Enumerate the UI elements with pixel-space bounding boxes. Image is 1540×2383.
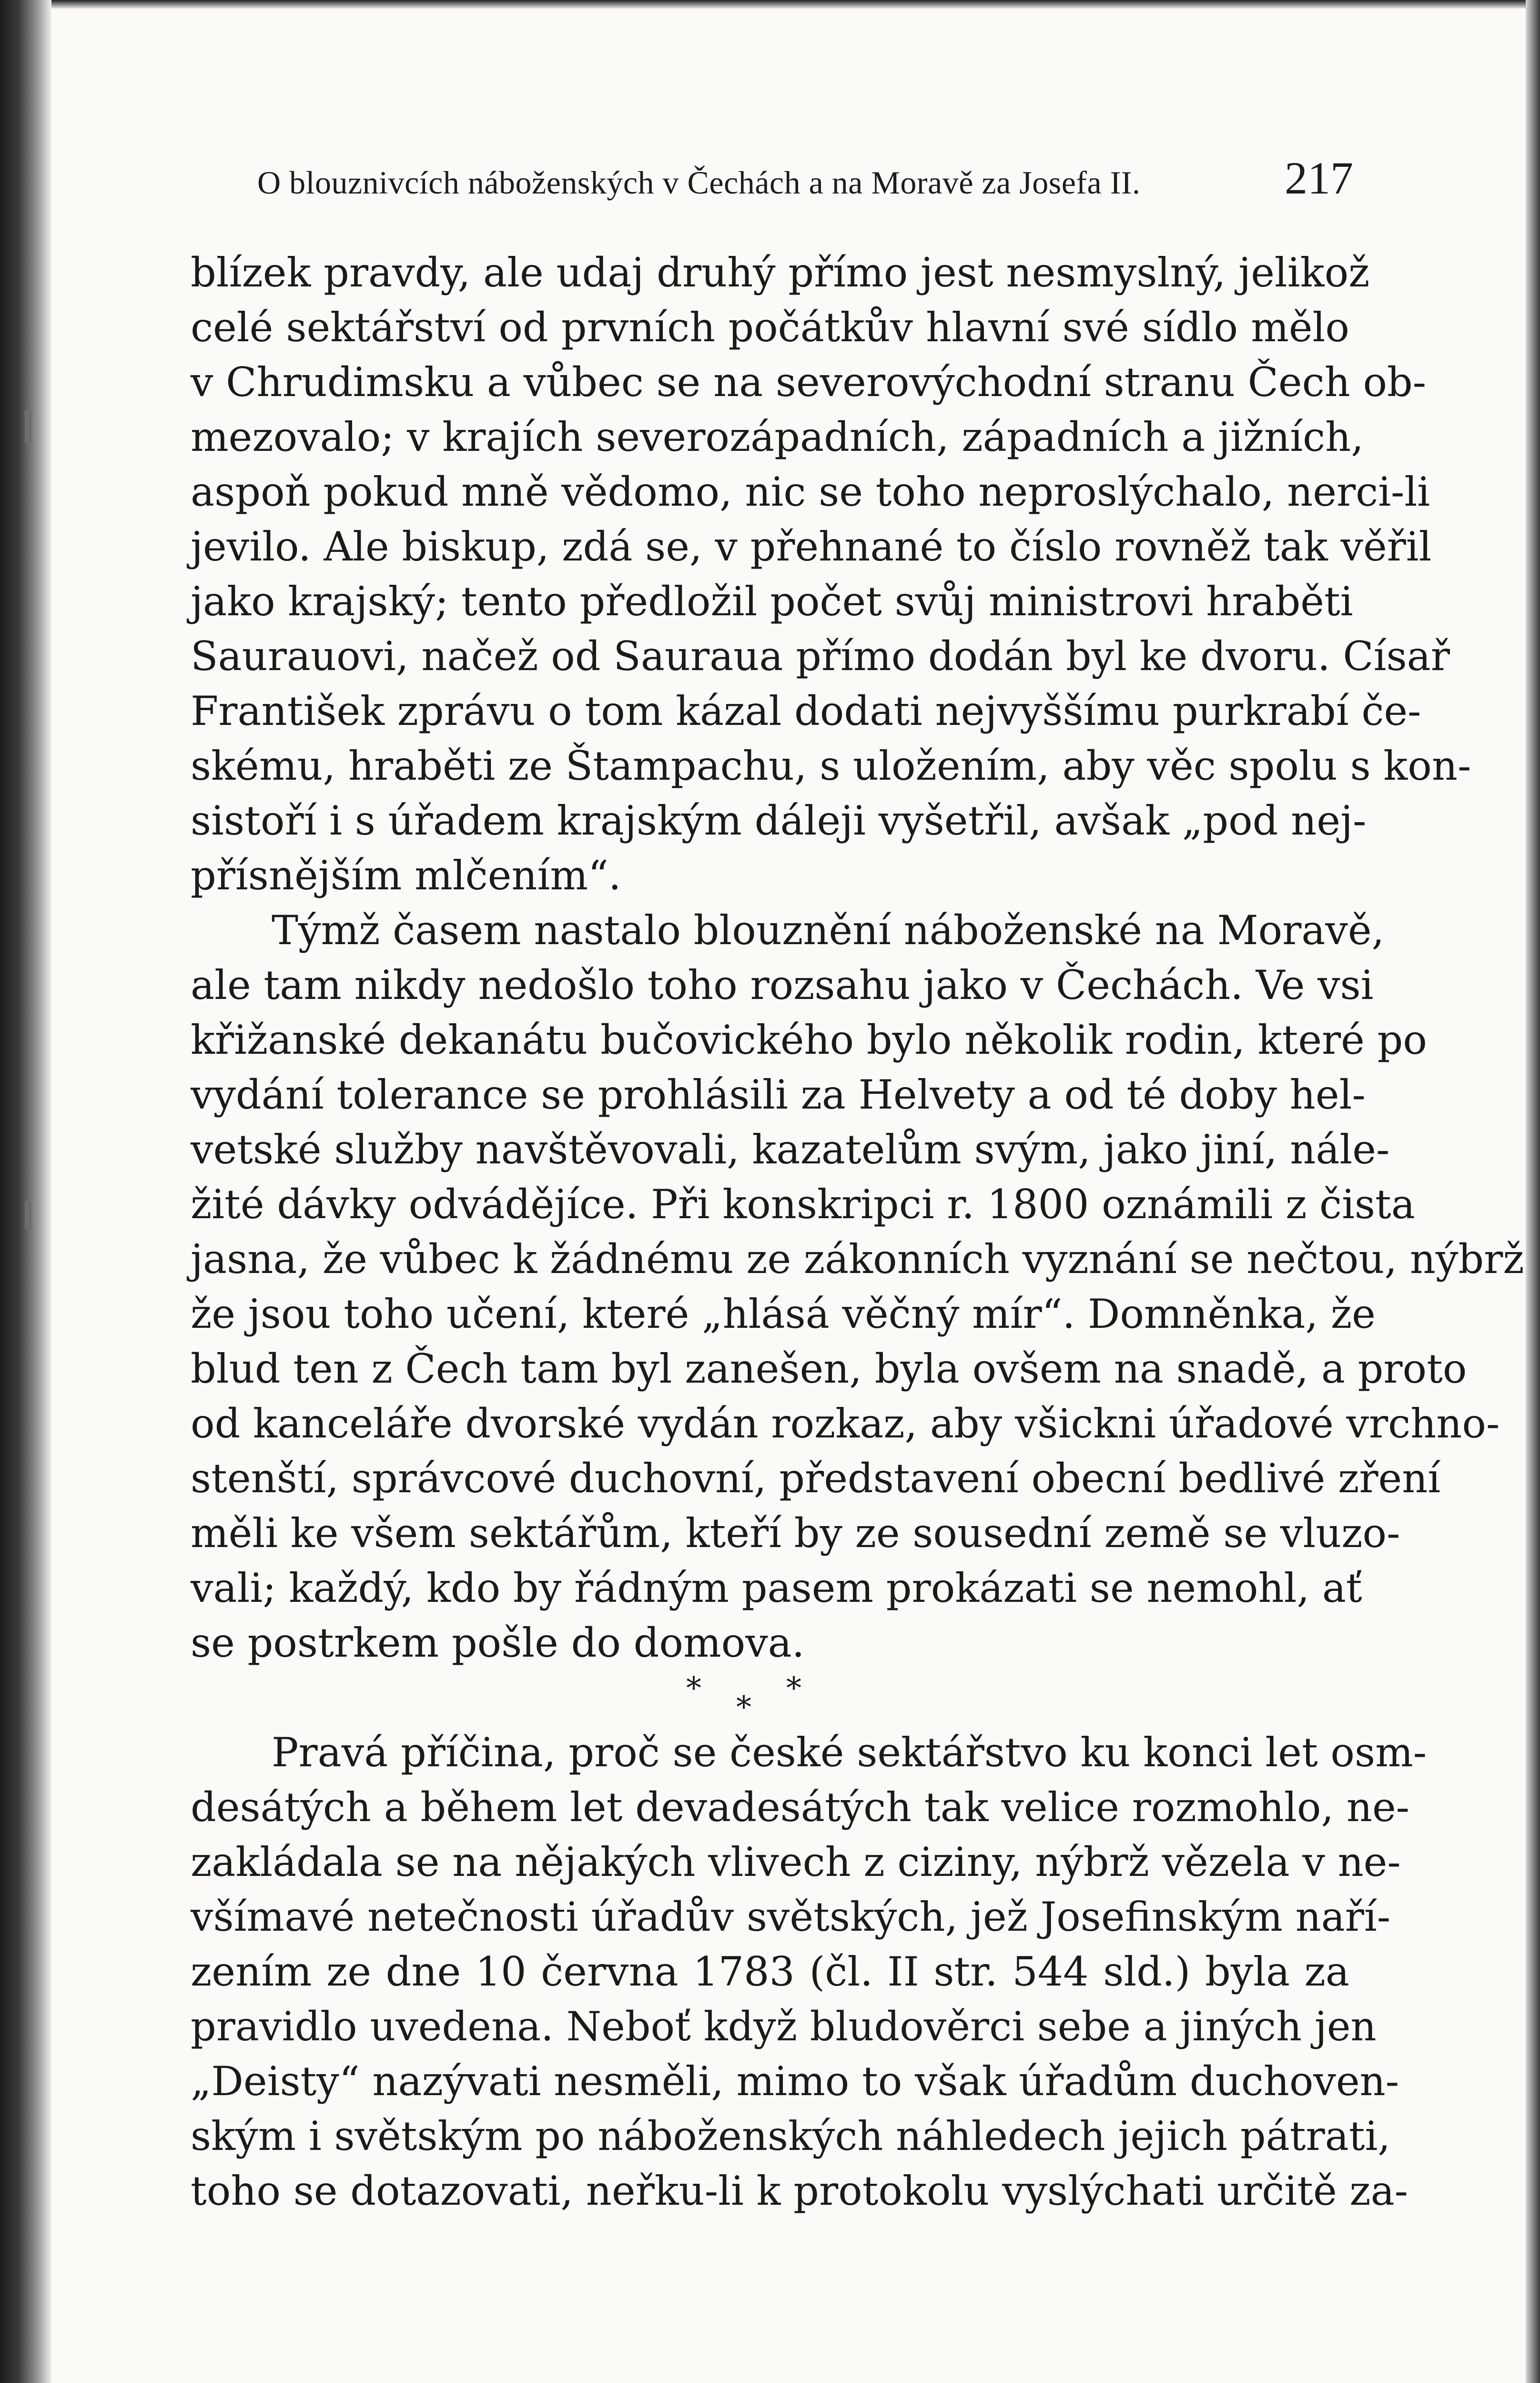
spine-mark bbox=[25, 1201, 31, 1230]
text-line: zením ze dne 10 června 1783 (čl. II str. 544 sld.) byla za bbox=[191, 1948, 1349, 1995]
text-line: ale tam nikdy nedošlo toho rozsahu jako v Čechách. Ve vsi bbox=[191, 962, 1374, 1008]
page-right-edge bbox=[1526, 0, 1540, 2383]
text-line: žité dávky odvádějíce. Při konskripci r. 1800 oznámili z čista bbox=[191, 1181, 1415, 1228]
asterisk-left: * bbox=[686, 1671, 701, 1706]
text-line: blízek pravdy, ale udaj druhý přímo jest nesmyslný, jelikož bbox=[191, 249, 1370, 296]
text-line: blud ten z Čech tam byl zanešen, byla ovšem na snadě, a proto bbox=[191, 1345, 1467, 1392]
page-top-edge bbox=[0, 0, 1540, 9]
paragraph-2 bbox=[191, 903, 1524, 1670]
text-line: zakládala se na nějakých vlivech z ciziny, nýbrž vězela v ne- bbox=[191, 1839, 1401, 1885]
text-line: celé sektářství od prvních počátkův hlavní své sídlo mělo bbox=[191, 304, 1349, 351]
asterisk-right: * bbox=[786, 1671, 801, 1706]
paragraph-3 bbox=[191, 1725, 1427, 2219]
running-title: O blouznivcích náboženských v Čechách a na Moravě za Josefa II. bbox=[257, 164, 1141, 201]
book-spine-shadow bbox=[0, 0, 51, 2383]
asterisk-middle: * bbox=[736, 1690, 751, 1725]
text-line: přísnějším mlčením“. bbox=[191, 852, 621, 899]
text-line: jevilo. Ale biskup, zdá se, v přehnané to číslo rovněž tak věřil bbox=[191, 523, 1432, 570]
text-line: Pravá příčina, proč se české sektářstvo ku konci let osm- bbox=[272, 1729, 1427, 1776]
text-line: se postrkem pošle do domova. bbox=[191, 1619, 805, 1666]
text-line: křižanské dekanátu bučovického bylo několik rodin, které po bbox=[191, 1017, 1427, 1063]
text-line: toho se dotazovati, neřku-li k protokolu vyslýchati určitě za- bbox=[191, 2168, 1408, 2214]
text-line: vali; každý, kdo by řádným pasem prokázati se nemohl, ať bbox=[191, 1565, 1362, 1611]
text-line: aspoň pokud mně vědomo, nic se toho neproslýchalo, nerci-li bbox=[191, 468, 1430, 515]
text-line: měli ke všem sektářům, kteří by ze sousední země se vluzo- bbox=[191, 1510, 1400, 1557]
text-line: skému, hraběti ze Štampachu, s uložením, aby věc spolu s kon- bbox=[191, 743, 1471, 789]
text-line: vydání tolerance se prohlásili za Helvety a od té doby hel- bbox=[191, 1071, 1366, 1118]
text-line: František zprávu o tom kázal dodati nejvyššímu purkrabí če- bbox=[191, 688, 1421, 734]
section-separator bbox=[191, 1670, 1349, 1725]
text-line: vetské služby navštěvovali, kazatelům svým, jako jiní, nále- bbox=[191, 1126, 1390, 1173]
text-line: mezovalo; v krajích severozápadních, západních a jižních, bbox=[191, 414, 1364, 460]
text-line: ským i světským po náboženských náhledech jejich pátrati, bbox=[191, 2113, 1391, 2159]
paragraph-1 bbox=[191, 245, 1471, 903]
text-line: v Chrudimsku a vůbec se na severovýchodní stranu Čech ob- bbox=[191, 359, 1427, 406]
text-line: sistoří i s úřadem krajským dáleji vyšetřil, avšak „pod nej- bbox=[191, 797, 1367, 844]
text-line: Týmž časem nastalo blouznění náboženské na Moravě, bbox=[272, 907, 1385, 954]
text-line: všímavé netečnosti úřadův světských, jež Josefinským naří- bbox=[191, 1894, 1391, 1940]
text-line: že jsou toho učení, které „hlásá věčný mír“. Domněnka, že bbox=[191, 1291, 1376, 1337]
text-line: jako krajský; tento předložil počet svůj ministrovi hraběti bbox=[191, 578, 1353, 625]
spine-mark bbox=[25, 410, 31, 443]
body-text bbox=[191, 245, 1524, 2219]
text-line: stenští, správcové duchovní, představení obecní bedlivé zření bbox=[191, 1455, 1441, 1502]
running-header bbox=[257, 152, 1353, 204]
text-line: od kanceláře dvorské vydán rozkaz, aby všickni úřadové vrchno- bbox=[191, 1400, 1500, 1447]
text-line: „Deisty“ nazývati nesměli, mimo to však úřadům duchoven- bbox=[191, 2058, 1399, 2105]
text-line: pravidlo uvedena. Neboť když bludověrci sebe a jiných jen bbox=[191, 2003, 1377, 2050]
text-line: Saurauovi, načež od Sauraua přímo dodán byl ke dvoru. Císař bbox=[191, 633, 1450, 680]
text-line: desátých a během let devadesátých tak velice rozmohlo, ne- bbox=[191, 1784, 1410, 1831]
page-number: 217 bbox=[1285, 153, 1353, 204]
text-line: jasna, že vůbec k žádnému ze zákonních vyznání se nečtou, nýbrž bbox=[191, 1236, 1524, 1283]
